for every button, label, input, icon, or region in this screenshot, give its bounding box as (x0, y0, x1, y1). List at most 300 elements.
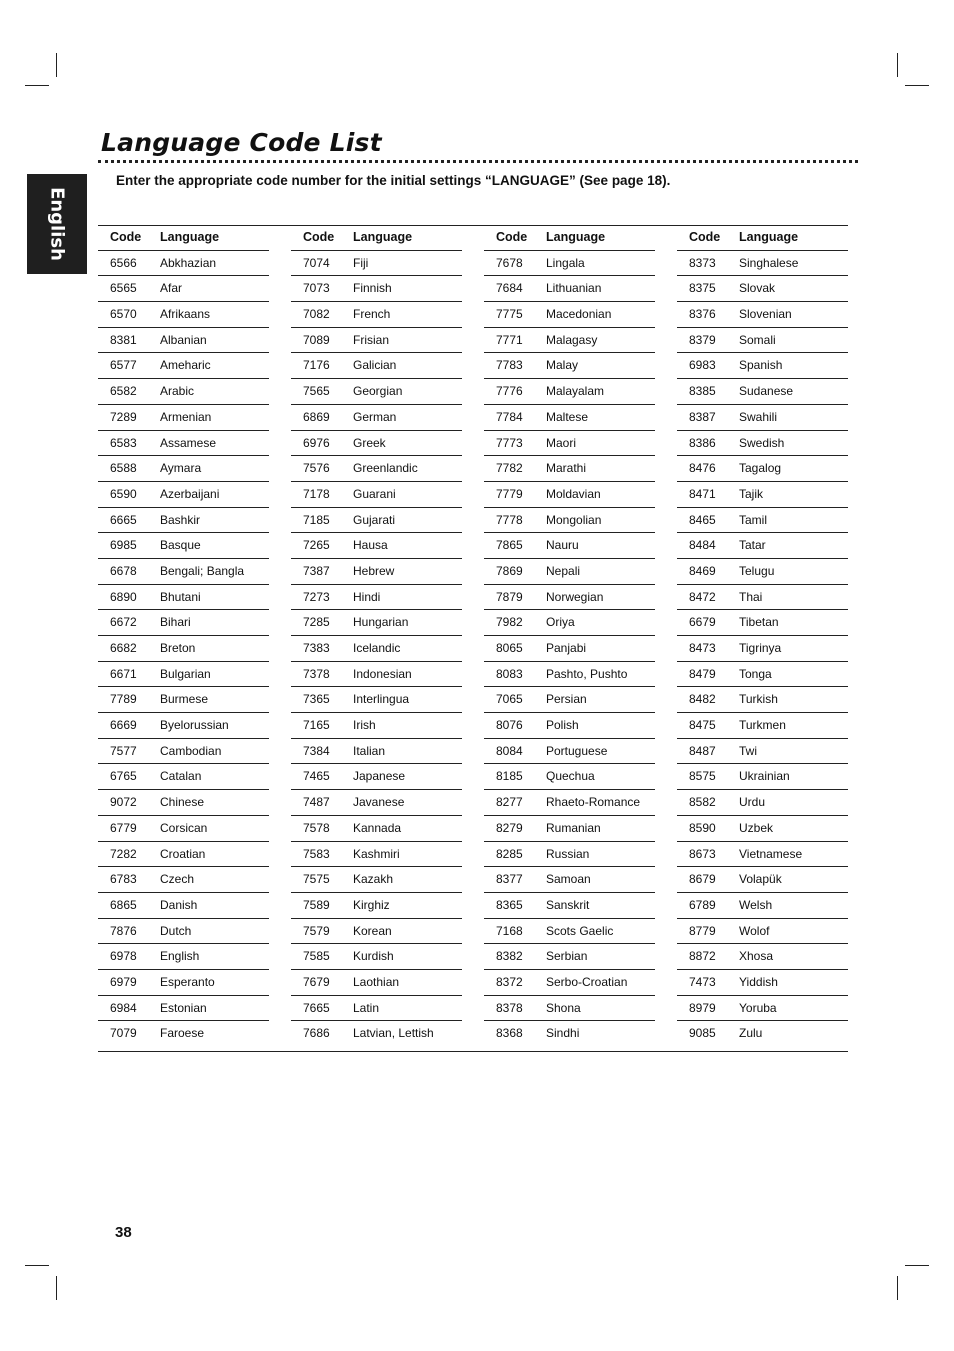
language-code: 8373 (689, 255, 716, 270)
language-code: 7585 (303, 949, 330, 964)
language-code: 6671 (110, 666, 137, 681)
language-code: 7679 (303, 974, 330, 989)
table-row (291, 713, 462, 739)
language-code: 7865 (496, 538, 523, 553)
table-row (291, 970, 462, 996)
table-row (98, 996, 269, 1022)
language-name: Singhalese (739, 255, 799, 270)
title-dotted-divider (98, 160, 858, 163)
language-name: Bhutani (160, 589, 201, 604)
language-code: 7578 (303, 820, 330, 835)
table-row (484, 508, 655, 534)
language-code: 6566 (110, 255, 137, 270)
language-name: German (353, 409, 397, 424)
language-name: Frisian (353, 332, 390, 347)
language-name: Fiji (353, 255, 369, 270)
table-row (291, 816, 462, 842)
language-name: Panjabi (546, 641, 587, 655)
language-name: Nepali (546, 563, 581, 578)
language-code: 6678 (110, 563, 137, 578)
table-row (98, 533, 269, 559)
language-name: Serbian (546, 949, 588, 964)
language-code: 6570 (110, 307, 137, 322)
table-row (484, 353, 655, 379)
language-code: 8590 (689, 820, 716, 835)
table-row (98, 790, 269, 816)
language-name: Polish (546, 718, 579, 733)
table-column (98, 225, 269, 1047)
language-code: 8465 (689, 512, 716, 527)
language-code: 6665 (110, 512, 137, 527)
table-row (484, 533, 655, 559)
language-code: 8979 (689, 1000, 716, 1015)
language-name: Irish (353, 718, 376, 733)
language-name: Corsican (160, 820, 208, 835)
language-name: Finnish (353, 281, 392, 296)
language-name: Moldavian (546, 486, 601, 501)
table-row (98, 867, 269, 893)
language-code: 8385 (689, 384, 716, 399)
table-row (484, 379, 655, 405)
language-name: Malagasy (546, 332, 598, 347)
table-row (291, 405, 462, 431)
language-name: Dutch (160, 923, 192, 938)
language-code: 7065 (496, 692, 523, 707)
language-code: 7665 (303, 1000, 330, 1015)
header-language: Language (739, 230, 799, 244)
language-name: Malay (546, 358, 579, 373)
table-row (291, 353, 462, 379)
table-row (677, 456, 848, 482)
language-code: 6577 (110, 358, 137, 373)
header-code: Code (496, 230, 528, 244)
language-code: 8185 (496, 769, 523, 784)
language-name: Hausa (353, 538, 388, 553)
table-row (484, 944, 655, 970)
language-code: 6779 (110, 820, 137, 835)
table-header-row (677, 225, 848, 251)
crop-mark (56, 53, 57, 77)
table-row (98, 764, 269, 790)
language-name: Serbo-Croatian (546, 974, 628, 989)
language-name: Norwegian (546, 589, 604, 604)
table-row (98, 276, 269, 302)
table-row (484, 970, 655, 996)
table-row (291, 739, 462, 765)
language-code: 8084 (496, 743, 523, 758)
header-code: Code (110, 230, 142, 244)
language-name: Tonga (739, 666, 772, 681)
language-code: 7589 (303, 897, 330, 912)
language-code: 7876 (110, 923, 137, 938)
table-row (677, 276, 848, 302)
language-code: 7776 (496, 384, 523, 399)
language-code: 8471 (689, 486, 716, 501)
language-name: Bashkir (160, 512, 201, 527)
language-code: 7782 (496, 461, 523, 476)
language-name: Wolof (739, 923, 770, 938)
language-name: Abkhazian (160, 255, 217, 270)
table-row (291, 1021, 462, 1047)
language-name: Aymara (160, 461, 202, 476)
table-column (291, 225, 462, 1047)
table-row (98, 379, 269, 405)
table-row (484, 893, 655, 919)
table-row (677, 328, 848, 354)
language-name: Shona (546, 1000, 581, 1015)
language-name: English (160, 949, 200, 964)
language-code: 8472 (689, 589, 716, 604)
table-row (98, 585, 269, 611)
table-row (484, 482, 655, 508)
section-tab-label: English (46, 187, 68, 261)
crop-mark (897, 1276, 898, 1300)
language-code: 6869 (303, 409, 330, 424)
table-row (484, 276, 655, 302)
table-row (291, 893, 462, 919)
language-code: 8076 (496, 718, 523, 733)
language-code: 7285 (303, 615, 330, 630)
language-name: Cambodian (160, 743, 222, 758)
table-row (484, 867, 655, 893)
language-name: Volapük (739, 872, 782, 887)
table-row (677, 662, 848, 688)
language-code: 8575 (689, 769, 716, 784)
language-code: 8378 (496, 1000, 523, 1015)
crop-mark (905, 1265, 929, 1266)
language-code: 7771 (496, 332, 523, 347)
table-row (484, 687, 655, 713)
language-code: 6976 (303, 435, 330, 450)
language-code: 7775 (496, 307, 523, 322)
language-name: Arabic (160, 384, 195, 399)
table-row (98, 559, 269, 585)
language-code: 7165 (303, 718, 330, 733)
language-code: 7073 (303, 281, 330, 296)
table-row (98, 405, 269, 431)
table-row (484, 328, 655, 354)
language-code: 7387 (303, 563, 330, 578)
table-row (291, 456, 462, 482)
table-row (677, 405, 848, 431)
language-code: 8487 (689, 743, 716, 758)
language-code: 8473 (689, 641, 716, 655)
language-code: 7384 (303, 743, 330, 758)
language-code: 7176 (303, 358, 330, 373)
crop-mark (905, 85, 929, 86)
language-code: 6865 (110, 897, 137, 912)
language-code: 6669 (110, 718, 137, 733)
language-code: 8285 (496, 846, 523, 861)
table-row (677, 559, 848, 585)
table-row (291, 328, 462, 354)
language-code: 6682 (110, 641, 137, 655)
table-row (677, 893, 848, 919)
section-tab (27, 174, 87, 274)
language-code: 8368 (496, 1026, 523, 1041)
table-column (677, 225, 848, 1047)
language-code: 8476 (689, 461, 716, 476)
language-name: Burmese (160, 692, 209, 707)
language-code: 7079 (110, 1026, 137, 1041)
language-name: Swedish (739, 435, 785, 450)
language-code: 8872 (689, 949, 716, 964)
language-name: Hebrew (353, 563, 395, 578)
table-row (484, 662, 655, 688)
language-name: Croatian (160, 846, 206, 861)
language-code: 7778 (496, 512, 523, 527)
language-code: 7365 (303, 692, 330, 707)
language-code: 7784 (496, 409, 523, 424)
language-name: Guarani (353, 486, 396, 501)
table-row (484, 251, 655, 277)
language-code: 8279 (496, 820, 523, 835)
language-code: 7686 (303, 1026, 330, 1041)
table-row (98, 713, 269, 739)
language-code: 6565 (110, 281, 137, 296)
table-row (677, 508, 848, 534)
table-row (291, 790, 462, 816)
table-row (484, 405, 655, 431)
table-row (484, 739, 655, 765)
language-name: Thai (739, 589, 763, 604)
table-row (484, 764, 655, 790)
table-row (291, 867, 462, 893)
language-name: Azerbaijani (160, 486, 220, 501)
language-name: Breton (160, 641, 196, 655)
language-name: Catalan (160, 769, 202, 784)
table-row (484, 559, 655, 585)
table-row (677, 790, 848, 816)
language-code: 6583 (110, 435, 137, 450)
language-name: Vietnamese (739, 846, 803, 861)
language-code: 8673 (689, 846, 716, 861)
language-code: 8479 (689, 666, 716, 681)
language-code: 7178 (303, 486, 330, 501)
language-code: 7565 (303, 384, 330, 399)
language-code: 7074 (303, 255, 330, 270)
table-row (291, 610, 462, 636)
language-name: Esperanto (160, 974, 215, 989)
language-code: 8779 (689, 923, 716, 938)
language-name: Armenian (160, 409, 212, 424)
table-header-row (484, 225, 655, 251)
language-name: Lithuanian (546, 281, 602, 296)
language-code: 8381 (110, 332, 137, 347)
header-language: Language (353, 230, 413, 244)
table-row (98, 353, 269, 379)
language-name: Mongolian (546, 512, 602, 527)
crop-mark (25, 85, 49, 86)
table-row (484, 790, 655, 816)
language-name: Kashmiri (353, 846, 400, 861)
table-row (484, 713, 655, 739)
table-row (677, 1021, 848, 1047)
language-name: Chinese (160, 795, 205, 810)
table-row (484, 456, 655, 482)
language-code: 9085 (689, 1026, 716, 1041)
language-code: 7378 (303, 666, 330, 681)
language-name: Tigrinya (739, 641, 782, 655)
language-code: 7869 (496, 563, 523, 578)
language-code: 8376 (689, 307, 716, 322)
language-name: Turkmen (739, 718, 786, 733)
language-code: 6672 (110, 615, 137, 630)
language-code: 7789 (110, 692, 137, 707)
table-row (98, 610, 269, 636)
language-name: Gujarati (353, 512, 396, 527)
language-code-table (98, 225, 848, 1052)
language-name: Turkish (739, 692, 778, 707)
crop-mark (897, 53, 898, 77)
table-row (98, 636, 269, 662)
language-code: 6978 (110, 949, 137, 964)
table-row (291, 996, 462, 1022)
language-name: Assamese (160, 435, 217, 450)
table-row (98, 456, 269, 482)
language-code: 6983 (689, 358, 716, 373)
language-code: 6588 (110, 461, 137, 476)
page-number: 38 (115, 1224, 132, 1241)
language-name: Pashto, Pushto (546, 666, 628, 681)
table-row (677, 610, 848, 636)
language-code: 7089 (303, 332, 330, 347)
table-row (98, 919, 269, 945)
language-name: Telugu (739, 563, 775, 578)
language-name: Estonian (160, 1000, 207, 1015)
language-code: 7465 (303, 769, 330, 784)
table-row (98, 508, 269, 534)
language-name: Kazakh (353, 872, 394, 887)
language-name: Marathi (546, 461, 587, 476)
language-code: 7879 (496, 589, 523, 604)
table-row (677, 842, 848, 868)
language-code: 7289 (110, 409, 137, 424)
header-code: Code (303, 230, 335, 244)
table-row (291, 687, 462, 713)
language-code: 7473 (689, 974, 716, 989)
language-name: Danish (160, 897, 198, 912)
language-code: 6679 (689, 615, 716, 630)
table-row (98, 302, 269, 328)
table-row (291, 944, 462, 970)
language-code: 8379 (689, 332, 716, 347)
language-code: 7684 (496, 281, 523, 296)
table-row (484, 302, 655, 328)
table-row (291, 379, 462, 405)
language-code: 8582 (689, 795, 716, 810)
language-code: 6979 (110, 974, 137, 989)
table-row (484, 636, 655, 662)
language-name: Kurdish (353, 949, 394, 964)
language-code: 7583 (303, 846, 330, 861)
language-name: French (353, 307, 391, 322)
language-name: Bengali; Bangla (160, 563, 245, 578)
language-code: 8387 (689, 409, 716, 424)
table-row (291, 276, 462, 302)
language-name: Javanese (353, 795, 405, 810)
language-name: Scots Gaelic (546, 923, 614, 938)
language-code: 7779 (496, 486, 523, 501)
language-name: Zulu (739, 1026, 763, 1041)
intro-instruction: Enter the appropriate code number for the initial settings “LANGUAGE” (See page 18). (116, 173, 671, 188)
crop-mark (56, 1276, 57, 1300)
table-row (291, 482, 462, 508)
language-name: Uzbek (739, 820, 774, 835)
language-name: Spanish (739, 358, 783, 373)
language-code: 7575 (303, 872, 330, 887)
language-name: Laothian (353, 974, 400, 989)
language-name: Quechua (546, 769, 595, 784)
language-code: 7383 (303, 641, 330, 655)
language-name: Nauru (546, 538, 579, 553)
language-name: Italian (353, 743, 386, 758)
language-name: Afrikaans (160, 307, 211, 322)
language-code: 8065 (496, 641, 523, 655)
language-name: Korean (353, 923, 392, 938)
language-name: Interlingua (353, 692, 410, 707)
language-name: Russian (546, 846, 590, 861)
table-row (98, 739, 269, 765)
language-name: Tibetan (739, 615, 779, 630)
language-name: Hungarian (353, 615, 409, 630)
language-code: 7273 (303, 589, 330, 604)
language-name: Persian (546, 692, 587, 707)
table-row (677, 251, 848, 277)
language-name: Yoruba (739, 1000, 777, 1015)
table-row (291, 662, 462, 688)
language-code: 7982 (496, 615, 523, 630)
table-row (677, 713, 848, 739)
language-name: Xhosa (739, 949, 774, 964)
language-name: Byelorussian (160, 718, 229, 733)
language-code: 7773 (496, 435, 523, 450)
language-name: Ukrainian (739, 769, 790, 784)
table-row (98, 944, 269, 970)
page-title: Language Code List (101, 128, 382, 157)
language-name: Tamil (739, 512, 768, 527)
language-name: Maori (546, 435, 577, 450)
table-row (98, 687, 269, 713)
language-name: Swahili (739, 409, 778, 424)
language-code: 7282 (110, 846, 137, 861)
language-name: Kannada (353, 820, 402, 835)
language-code: 8386 (689, 435, 716, 450)
language-name: Maltese (546, 409, 589, 424)
language-code: 6890 (110, 589, 137, 604)
language-name: Greenlandic (353, 461, 418, 476)
language-name: Samoan (546, 872, 591, 887)
table-row (98, 970, 269, 996)
language-name: Basque (160, 538, 201, 553)
language-name: Bihari (160, 615, 191, 630)
table-row (291, 842, 462, 868)
table-row (677, 636, 848, 662)
language-code: 9072 (110, 795, 137, 810)
table-row (484, 610, 655, 636)
language-name: Urdu (739, 795, 766, 810)
language-code: 8365 (496, 897, 523, 912)
language-name: Galician (353, 358, 397, 373)
table-row (98, 893, 269, 919)
table-row (484, 1021, 655, 1047)
language-name: Slovak (739, 281, 776, 296)
language-name: Georgian (353, 384, 403, 399)
table-row (98, 662, 269, 688)
table-row (291, 764, 462, 790)
table-row (677, 816, 848, 842)
language-code: 8679 (689, 872, 716, 887)
